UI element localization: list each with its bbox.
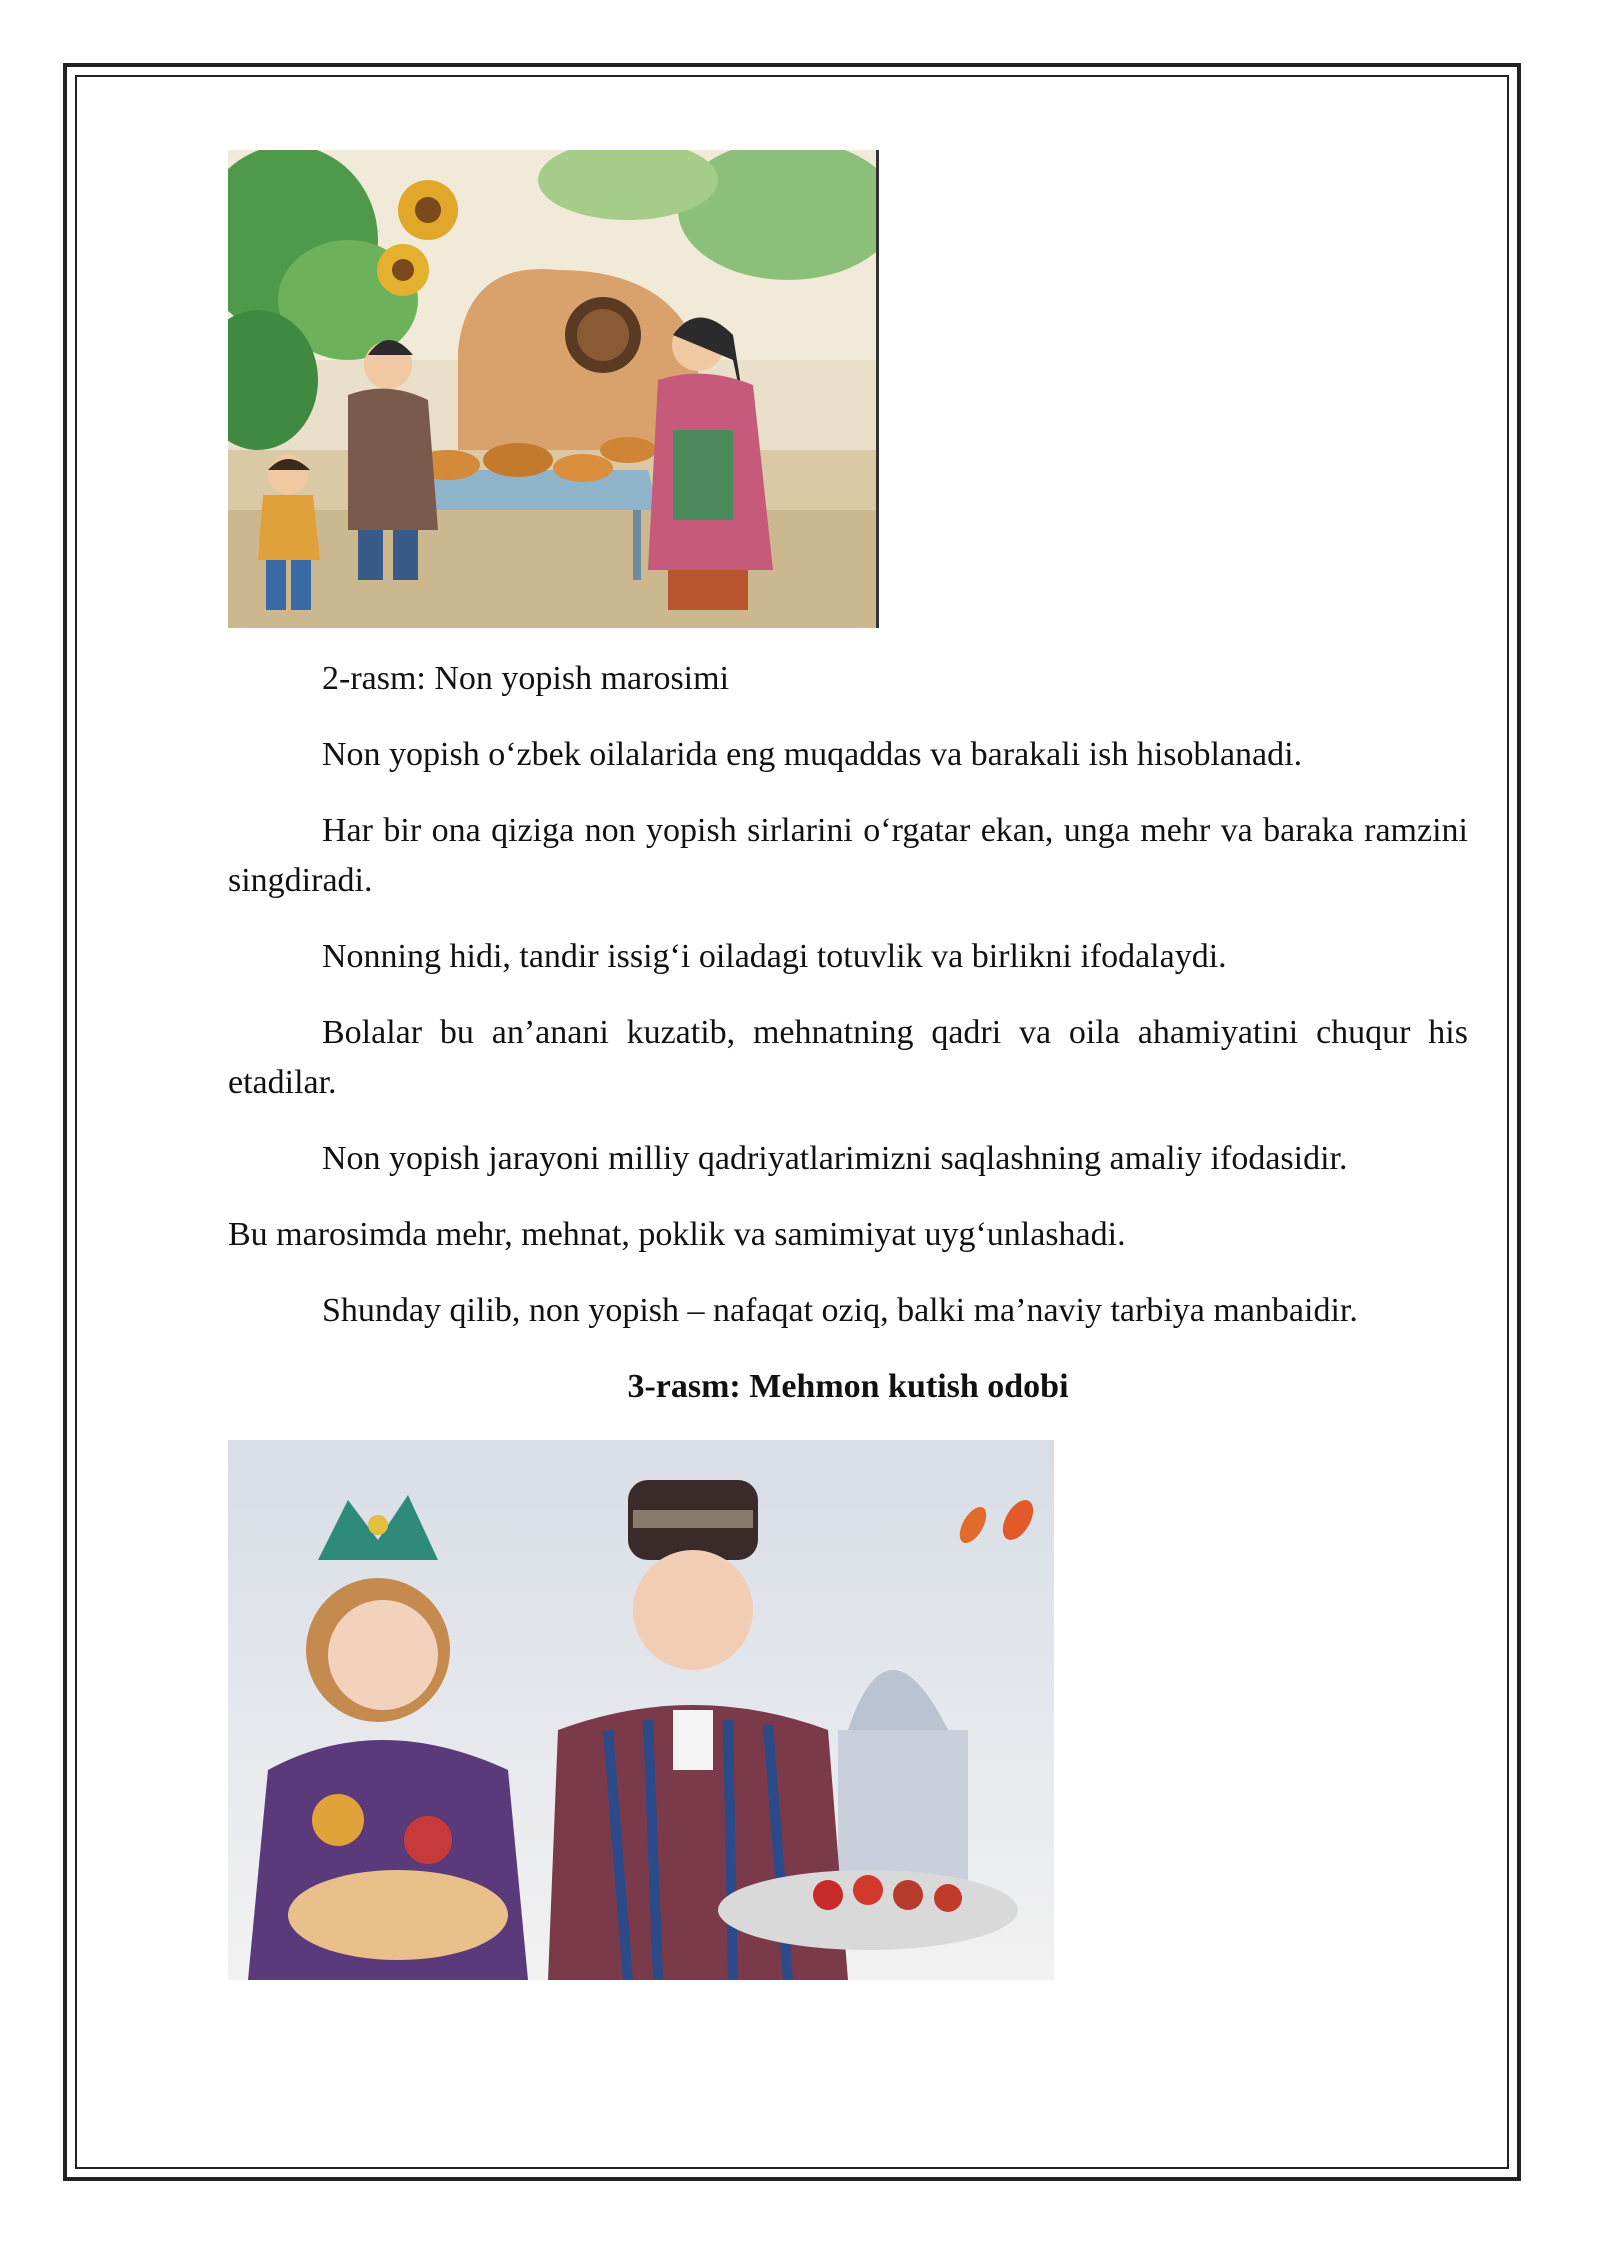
paragraph-2: Har bir ona qiziga non yopish sirlarini o‘rgatar ekan, unga mehr va baraka ramzini singdiradi. (228, 812, 1468, 899)
paragraph-1: Non yopish o‘zbek oilalarida eng muqaddas va barakali ish hisoblanadi. (322, 736, 1303, 773)
figure-bread-baking-illustration (228, 150, 879, 628)
paragraph-7: Shunday qilib, non yopish – nafaqat oziq, balki ma’naviy tarbiya manbaidir. (322, 1292, 1358, 1329)
paragraph-6: Bu marosimda mehr, mehnat, poklik va samimiyat uyg‘unlashadi. (228, 1216, 1126, 1253)
paragraph-3: Nonning hidi, tandir issig‘i oiladagi totuvlik va birlikni ifodalaydi. (322, 938, 1227, 975)
paragraph-4: Bolalar bu an’anani kuzatib, mehnatning qadri va oila ahamiyatini chuqur his etadilar. (228, 1014, 1468, 1101)
page-content (228, 150, 1468, 1980)
figure-children-photo (228, 1440, 1054, 1980)
figure-2-caption: 3-rasm: Mehmon kutish odobi (627, 1368, 1069, 1405)
figure-1-caption: 2-rasm: Non yopish marosimi (322, 660, 730, 697)
paragraph-5: Non yopish jarayoni milliy qadriyatlarimizni saqlashning amaliy ifodasidir. (322, 1140, 1348, 1177)
